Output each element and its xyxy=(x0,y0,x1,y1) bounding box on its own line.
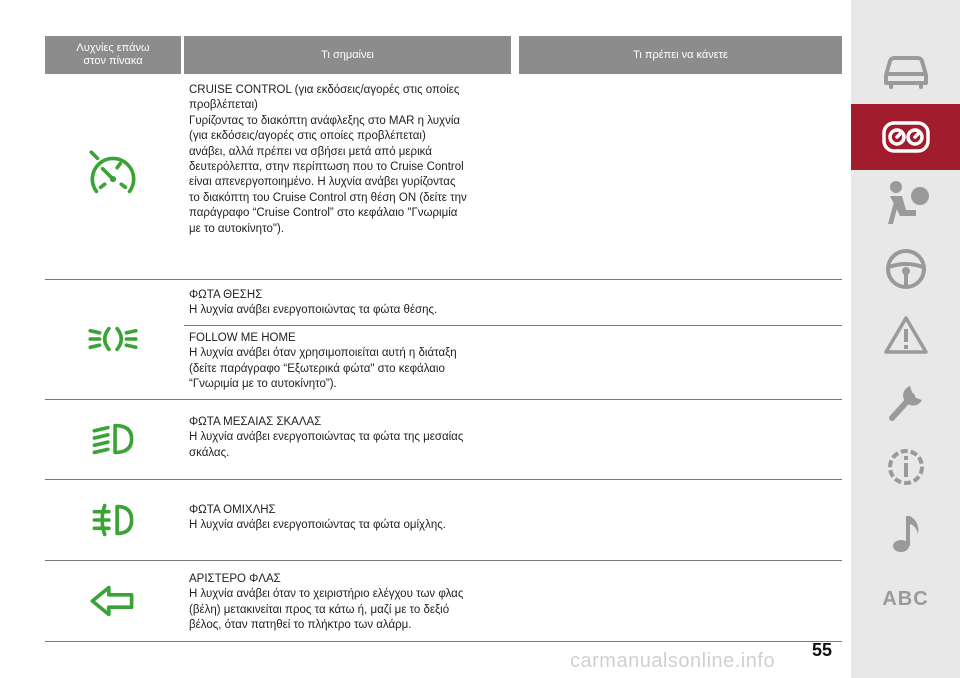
sidebar-item-driving[interactable] xyxy=(851,236,960,302)
table-row-fog-lights xyxy=(45,479,842,561)
sidebar-item-index[interactable] xyxy=(851,566,960,632)
fog-lights-text: ΦΩΤΑ ΟΜΙΧΛΗΣ Η λυχνία ανάβει ενεργοποιώντας τα φώτα ομίχλης. xyxy=(189,504,446,532)
position-lights-icon xyxy=(82,308,144,370)
dashboard-icon xyxy=(881,117,931,157)
warning-lights-table xyxy=(45,36,842,632)
sidebar-item-safety[interactable] xyxy=(851,170,960,236)
table-row-dipped-beam xyxy=(45,399,842,480)
table-header xyxy=(45,36,842,74)
sidebar-item-dashboard[interactable] xyxy=(851,104,960,170)
sidebar-item-car[interactable] xyxy=(851,38,960,104)
dipped-beam-icon xyxy=(82,408,144,470)
header-meaning: Τι σημαίνει xyxy=(184,36,511,74)
chapter-sidebar xyxy=(851,0,960,678)
car-icon xyxy=(880,53,932,89)
warning-triangle-icon xyxy=(883,314,929,356)
header-lights xyxy=(45,36,181,74)
airbag-seat-icon xyxy=(882,180,930,226)
left-turn-signal-icon xyxy=(82,570,144,632)
watermark: carmanualsonline.info xyxy=(570,650,776,672)
index-abc-label: ABC xyxy=(882,587,929,610)
header-action: Τι πρέπει να κάνετε xyxy=(519,36,842,74)
position-lights-text: ΦΩΤΑ ΘΕΣΗΣ Η λυχνία ανάβει ενεργοποιώντας τα φώτα θέσης. xyxy=(189,289,438,317)
dipped-beam-text: ΦΩΤΑ ΜΕΣΑΙΑΣ ΣΚΑΛΑΣ Η λυχνία ανάβει ενεργοποιώντας τα φώτα της μεσαίας σκάλας. xyxy=(189,416,464,459)
steering-wheel-icon xyxy=(884,247,928,291)
table-row-left-turn-signal xyxy=(45,560,842,642)
left-turn-signal-text: ΑΡΙΣΤΕΡΟ ΦΛΑΣ Η λυχνία ανάβει όταν το χειριστήριο ελέγχου των φλας (βέλη) μετακινείται προς τα κάτω ή, μαζί με το δεξιό βέλος, όταν πατηθεί το πλήκτρο των αλάρμ. xyxy=(189,573,464,632)
follow-me-home-text: FOLLOW ME HOME Η λυχνία ανάβει όταν χρησιμοποιείται αυτή η διάταξη (δείτε παράγραφο “Εξωτερικά φώτα" στο κεφάλαιο “Γνωριμία με το αυτοκίνητο”). xyxy=(189,332,457,391)
sidebar-item-technical-data[interactable] xyxy=(851,434,960,500)
table-row-cruise-control xyxy=(45,74,842,280)
header-lights-line2: στον πίνακα xyxy=(83,55,143,67)
sidebar-item-emergency[interactable] xyxy=(851,302,960,368)
sidebar-item-multimedia[interactable] xyxy=(851,500,960,566)
page-number: 55 xyxy=(812,640,833,660)
cruise-control-text: CRUISE CONTROL (για εκδόσεις/αγορές στις οποίες προβλέπεται) Γυρίζοντας το διακόπτη ανάφλεξης στο MAR η λυχνία (για εκδόσεις/αγορές στις οποίες προβλέπεται) ανάβει, αλλά πρέπει να σβήσει μετά από μερικά δευτερόλεπτα, στην περίπτωση που το Cruise Control είναι απενεργοποιημένο. Η λυχνία ανάβει γυρίζοντας το διακόπτη του Cruise Control στη θέση ON (δείτε την παράγραφο “Cruise Control” στο κεφάλαιο "Γνωριμία με το αυτοκίνητο"). xyxy=(189,84,467,235)
row-divider xyxy=(184,325,842,326)
cruise-control-icon xyxy=(82,146,144,208)
music-note-icon xyxy=(888,510,924,556)
wrench-icon xyxy=(884,378,928,424)
sidebar-item-maintenance[interactable] xyxy=(851,368,960,434)
fog-lights-icon xyxy=(82,489,144,551)
table-row-position-lights xyxy=(45,279,842,400)
header-lights-line1: Λυχνίες επάνω xyxy=(76,42,150,54)
info-gear-icon xyxy=(883,444,929,490)
